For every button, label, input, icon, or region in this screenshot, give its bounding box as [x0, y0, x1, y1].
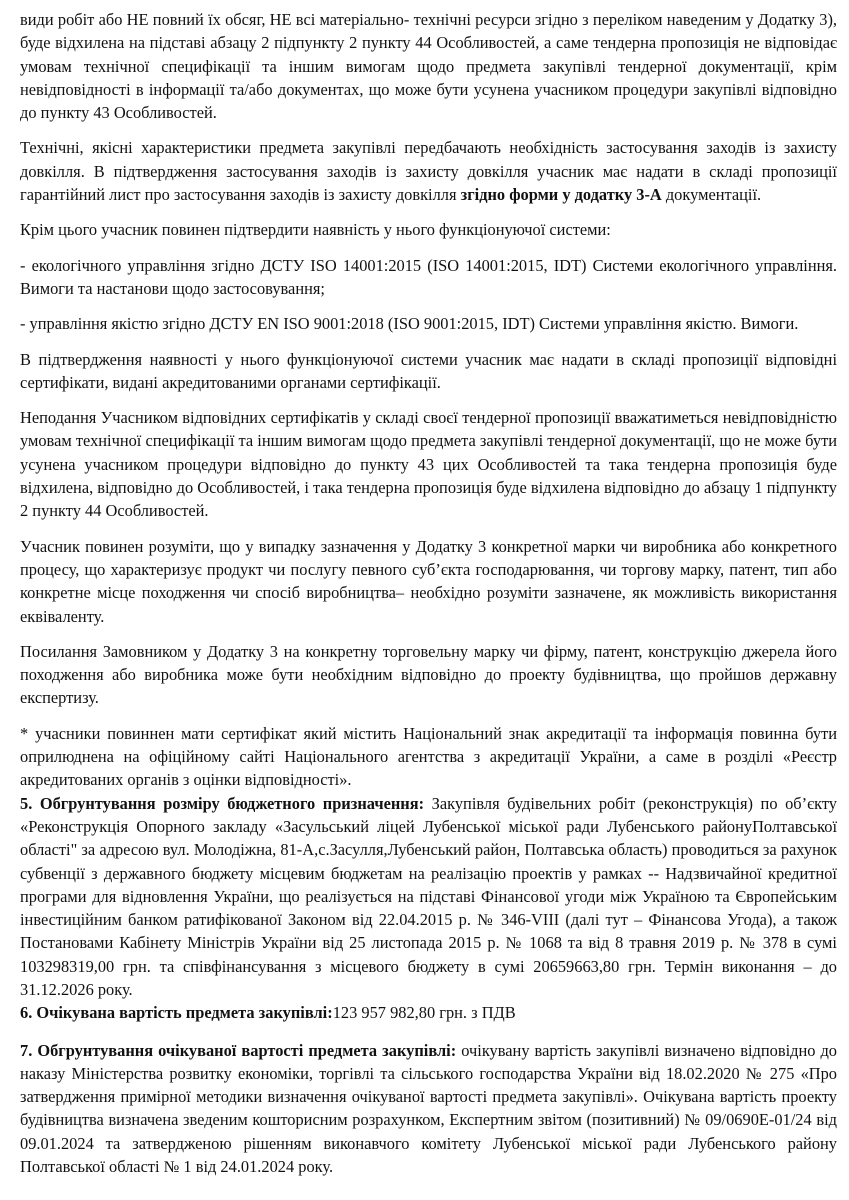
- paragraph-iso-9001: - управління якістю згідно ДСТУ EN ISO 9001:2018 (ISO 9001:2015, IDT) Системи управління якістю. Вимоги.: [20, 314, 799, 334]
- section-6-heading: 6. Очікувана вартість предмета закупівлі:: [20, 1003, 333, 1023]
- section-5-heading: 5. Обгрунтування розміру бюджетного призначення:: [20, 793, 425, 813]
- paragraph-system-requirement: Крім цього учасник повинен підтвердити наявність у нього функціонуючої системи:: [20, 220, 611, 240]
- section-6-value: 123 957 982,80 грн. з ПДВ: [332, 1003, 516, 1023]
- paragraph-certificates: В підтвердження наявності у нього функціонуючої системи учасник має надати в складі пропозиції відповідні сертифікати, видані акредитованими органами сертифікації.: [20, 349, 837, 392]
- section-7-heading: 7. Обгрунтування очікуваної вартості предмета закупівлі:: [20, 1040, 457, 1060]
- paragraph-iso-14001: - екологічного управління згідно ДСТУ ISO 14001:2015 (ISO 14001:2015, IDT) Системи екологічного управління. Вимоги та настанови щодо застосовування;: [20, 255, 837, 298]
- section-5-budget: [20, 792, 837, 1002]
- paragraph-accreditation-note: * учасники повиннен мати сертифікат який містить Національний знак акредитації та інформація повинна бути оприлюднена на офіційному сайті Національного агентства з акредитації України, а саме в розділі «Реєстр акредитованих органів з оцінки відповідності».: [20, 723, 837, 790]
- paragraph-non-submission: Неподання Учасником відповідних сертифікатів у складі своєї тендерної пропозиції вважатиметься невідповідністю умовам технічної специфікації та іншим вимогам щодо предмета закупівлі тендерної документації, що не може бути усунена учасником процедури відповідно до пункту 43 цих Особливостей та така тендерна пропозиція буде відхилена, відповідно до Особливостей, і така тендерна пропозиція буде відхилена відповідно до абзацу 1 підпункту 2 пункту 44 Особливостей.: [20, 408, 837, 521]
- paragraph-equivalent: Учасник повинен розуміти, що у випадку зазначення у Додатку 3 конкретної марки чи виробника або конкретного процесу, що характеризує продукт чи послугу певного суб’єкта господарювання, чи торгову марку, патент, тип або конкретне місце походження чи спосіб виробництва– необхідно розуміти зазначене, як можливість використання еквіваленту.: [20, 536, 837, 626]
- section-7-text: очікувану вартість закупівлі визначено відповідно до наказу Міністерства розвитку економіки, торгівлі та сільського господарства України від 18.02.2020 № 275 «Про затвердження примірної методики визначення очікуваної вартості предмета закупівлі». Очікувана вартість проекту будівництва визначена зведеним кошторисним розрахунком, Експертним звітом (позитивний) № 09/0690Е-01/24 від 09.01.2024 та затвердженою рішенням виконавчого комітету Лубенської міської ради Лубенського району Полтавської області № 1 від 24.01.2024 року.: [20, 1040, 838, 1177]
- text: Технічні, якісні характеристики предмета закупівлі передбачають необхідність застосування заходів із захисту довкілля. В підтвердження застосування заходів із захисту довкілля учасник має надати в складі пропозиції гарантійний лист про застосування заходів із захисту довкілля: [20, 138, 837, 205]
- bold-text: згідно форми у додатку 3-А: [460, 185, 662, 205]
- text: документації.: [661, 185, 762, 205]
- section-6-expected-cost: [20, 1001, 837, 1024]
- section-5-text: Закупівля будівельних робіт (реконструкція) по об’єкту «Реконструкція Опорного закладу «Засульський ліцей Лубенської міської ради Лубенського районуПолтавської області" за адресою вул. Молодіжна, 81-А,с.Засулля,Лубенський район, Полтавська область) проводиться за рахунок субвенції з державного бюджету місцевим бюджетам на реалізацію проектів у рамках -- Надзвичайної кредитної програми для відновлення України, що реалізується на підставі Фінансової угоди між Україною та Європейським інвестиційним банком ратифікованої Законом від 22.04.2015 р. № 346-VIII (далі тут – Фінансова Угода), а також Постановами Кабінету Міністрів України від 25 листопада 2015 р. № 1068 та від 8 травня 2019 р. № 378 в сумі 103298319,00 грн. та співфінансування з місцевого бюджету в сумі 20659663,80 грн. Термін виконання – до 31.12.2026 року.: [20, 793, 837, 999]
- paragraph-environmental-protection: [20, 136, 837, 206]
- paragraph-trademark-reference: Посилання Замовником у Додатку 3 на конкретну торговельну марку чи фірму, патент, конструкцію джерела його походження або виробника може бути необхідним відповідно до проекту будівництва, що пройшов державну експертизу.: [20, 641, 837, 708]
- paragraph-rejection-conditions: види робіт або НЕ повний їх обсяг, НЕ всі матеріально- технічні ресурси згідно з переліком наведеним у Додатку 3), буде відхилена на підставі абзацу 2 підпункту 2 пункту 44 Особливостей, а саме тендерна пропозиція не відповідає умовам технічної специфікації та іншим вимогам щодо предмета закупівлі тендерної документації, крім невідповідності в інформації та/або документах, що може бути усунена учасником процедури закупівлі відповідно до пункту 43 Особливостей.: [20, 10, 837, 123]
- section-7-cost-justification: [20, 1039, 837, 1179]
